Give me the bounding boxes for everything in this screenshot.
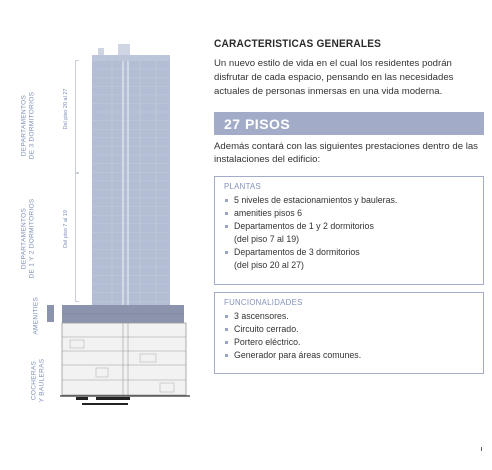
plantas-list: [215, 194, 483, 272]
funcionalidades-box: [214, 292, 484, 374]
building-illustration: [0, 0, 200, 470]
label-1-2-dormitorios: DEPARTAMENTOS DE 1 Y 2 DORMITORIOS: [20, 198, 35, 279]
list-item: 5 niveles de estacionamientos y bauleras.: [224, 194, 483, 207]
roof-structure: [118, 44, 130, 56]
page-title: CARACTERISTICAS GENERALES: [214, 38, 382, 50]
funcionalidades-list: [215, 310, 483, 362]
parking-levels: [62, 323, 186, 395]
list-item: 3 ascensores.: [224, 310, 483, 323]
floors-banner: [214, 112, 484, 135]
list-item: Circuito cerrado.: [224, 323, 483, 336]
label-amenities: AMENITIES: [32, 296, 40, 335]
list-item: amenities pisos 6: [224, 207, 483, 220]
range-3-dormitorios: Del piso 20 al 27: [63, 88, 69, 130]
range-1-2-dormitorios: Del piso 7 al 19: [63, 210, 69, 248]
tower-drawing: [0, 0, 200, 470]
label-cocheras: COCHERAS Y BAULERAS: [30, 358, 45, 403]
floors-banner-text: 27 PISOS: [224, 116, 291, 132]
list-item: Generador para áreas comunes.: [224, 349, 483, 362]
plantas-title: PLANTAS: [224, 182, 262, 191]
funcionalidades-title: FUNCIONALIDADES: [224, 298, 303, 307]
label-3-dormitorios: DEPARTAMENTOS DE 3 DORMITORIOS: [20, 91, 35, 160]
intro-paragraph: Un nuevo estilo de vida en el cual los residentes podrán disfrutar de cada espacio, pensando en las necesidades actuales de personas inmersas en una vida moderna.: [214, 58, 454, 97]
amenities-intro-text: Además contará con las siguientes prestaciones dentro de las instalaciones del edificio:: [214, 141, 478, 165]
roof-stair-core: [98, 48, 104, 56]
list-item: Departamentos de 3 dormitorios (del piso 20 al 27): [224, 246, 483, 272]
page-mark: [481, 447, 482, 451]
list-item: Portero eléctrico.: [224, 336, 483, 349]
roof-slab: [92, 55, 170, 61]
plantas-box: [214, 176, 484, 285]
list-item: Departamentos de 1 y 2 dormitorios (del piso 7 al 19): [224, 220, 483, 246]
